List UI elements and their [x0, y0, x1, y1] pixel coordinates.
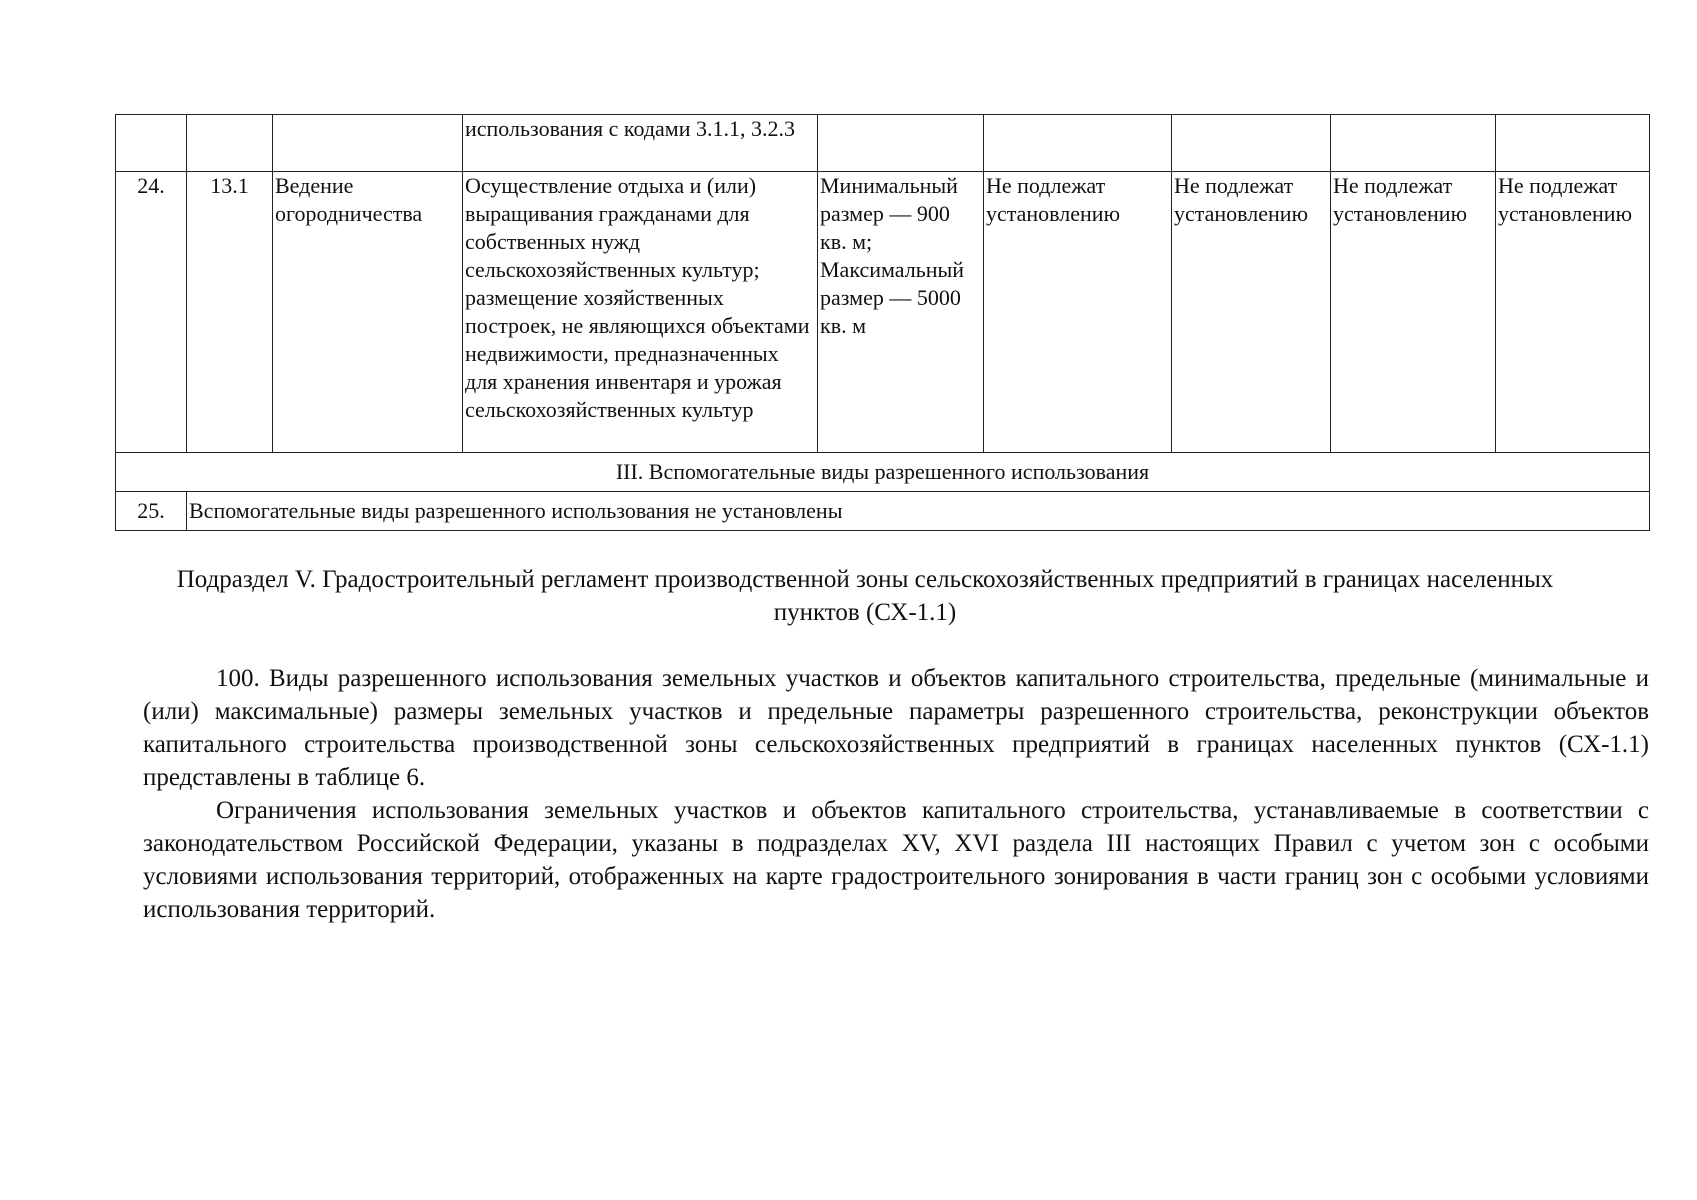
cell-param: Не подлежат установлению — [1496, 172, 1650, 453]
table-row — [116, 492, 1650, 531]
paragraph: 100. Виды разрешенного использования земельных участков и объектов капитального строительства, предельные (минимальные и (или) максимальные) размеры земельных участков и предельные параметры разрешенного строительства, реконструкции объектов капитального строительства производственной зоны сельскохозяйственных предприятий в границах населенных пунктов (СХ-1.1) представлены в таблице 6. — [143, 665, 1649, 791]
cell-param: Не подлежат установлению — [1331, 172, 1496, 453]
cell-param — [1331, 115, 1496, 172]
cell-param: Не подлежат установлению — [1172, 172, 1331, 453]
cell-name: Ведение огородничества — [273, 172, 463, 453]
subsection-title: Подраздел V. Градостроительный регламент производственной зоны сельскохозяйственных предприятий в границах населенных пунктов (СХ-1.1) — [176, 566, 1554, 626]
cell-size: Минимальный размер — 900 кв. м; Максимальный размер — 5000 кв. м — [818, 172, 984, 453]
table-section-header-row — [116, 453, 1650, 492]
cell-size — [818, 115, 984, 172]
cell-code: 13.1 — [187, 172, 273, 453]
cell-description: Осуществление отдыха и (или) выращивания гражданами для собственных нужд сельскохозяйственных культур; размещение хозяйственных построек, не являющихся объектами недвижимости, предназначенных для хранения инвентаря и урожая сельскохозяйственных культур — [463, 172, 818, 453]
table-row — [116, 115, 1650, 172]
cell-description: использования с кодами 3.1.1, 3.2.3 — [463, 115, 818, 172]
cell-row-number: 24. — [116, 172, 187, 453]
body-text — [143, 662, 1649, 926]
paragraph: Ограничения использования земельных участков и объектов капитального строительства, устанавливаемые в соответствии с законодательством Российской Федерации, указаны в подразделах XV, XVI раздела III настоящих Правил с учетом зон с особыми условиями использования территорий, отображенных на карте градостроительного зонирования в части границ зон с особыми условиями использования территорий. — [143, 797, 1649, 923]
regulation-table — [115, 114, 1650, 531]
cell-code — [187, 115, 273, 172]
cell-param — [1496, 115, 1650, 172]
cell-merged-text: Вспомогательные виды разрешенного использования не установлены — [187, 492, 1650, 531]
section-header: III. Вспомогательные виды разрешенного использования — [116, 453, 1650, 492]
cell-param: Не подлежат установлению — [984, 172, 1172, 453]
cell-param — [984, 115, 1172, 172]
cell-param — [1172, 115, 1331, 172]
cell-row-number: 25. — [116, 492, 187, 531]
table-row — [116, 172, 1650, 453]
cell-row-number — [116, 115, 187, 172]
cell-name — [273, 115, 463, 172]
